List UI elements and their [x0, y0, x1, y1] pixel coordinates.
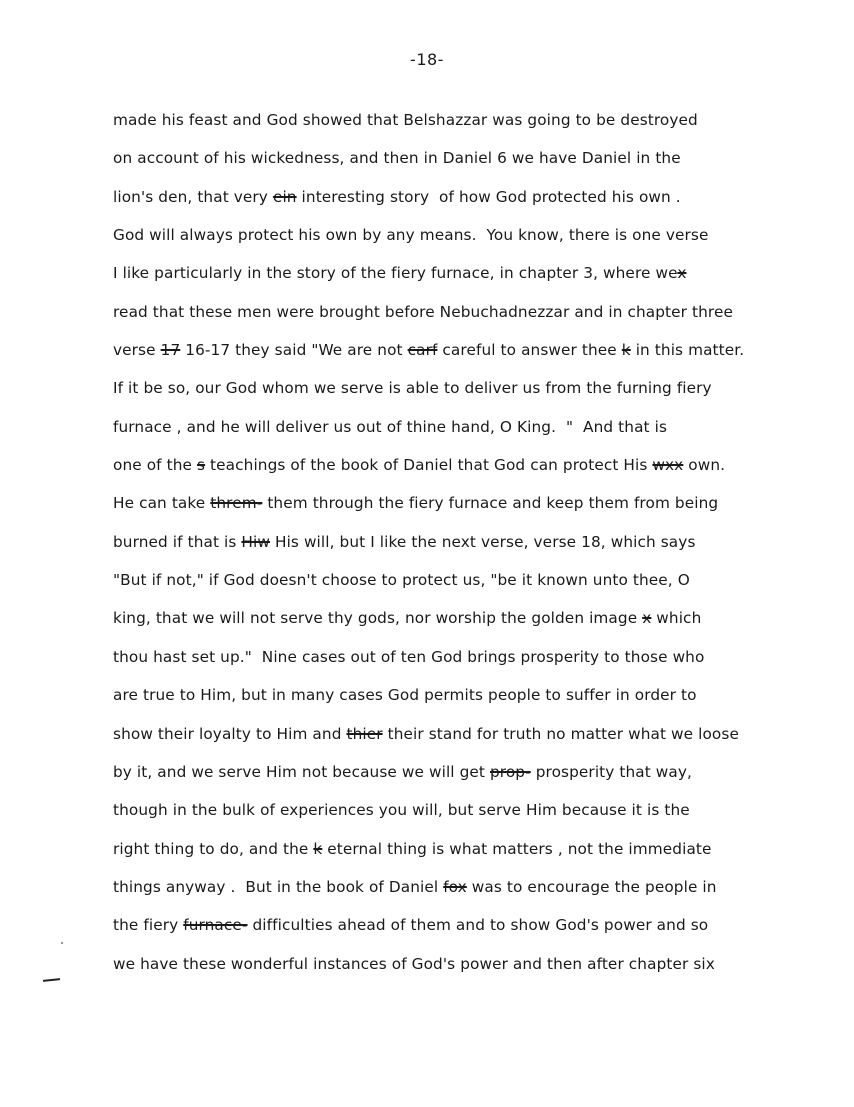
- text-segment: prosperity that way,: [530, 762, 693, 781]
- text-line: [113, 378, 813, 416]
- text-segment: teachings of the book of Daniel that God can protect His: [205, 456, 653, 475]
- text-line: [113, 493, 813, 531]
- text-line: [113, 915, 813, 953]
- text-line: [113, 954, 813, 992]
- text-line: [113, 187, 813, 225]
- text-segment: I like particularly in the story of the fiery furnace, in chapter 3, where we: [113, 264, 678, 283]
- text-line: [113, 263, 813, 301]
- text-line: [113, 685, 813, 723]
- text-segment: show their loyalty to Him and: [113, 724, 347, 743]
- text-line: [113, 724, 813, 762]
- struck-out-text: s: [197, 456, 206, 475]
- text-line: [113, 800, 813, 838]
- margin-speck: [61, 942, 63, 944]
- text-segment: lion's den, that very: [113, 187, 273, 206]
- text-segment: in this matter.: [630, 341, 745, 360]
- body-text: [113, 110, 813, 992]
- struck-out-text: k: [621, 341, 631, 360]
- struck-out-text: k: [313, 839, 323, 858]
- text-segment: "But if not," if God doesn't choose to protect us, "be it known unto thee, O: [113, 571, 690, 590]
- text-line: [113, 455, 813, 493]
- text-segment: verse: [113, 341, 161, 360]
- text-line: [113, 417, 813, 455]
- struck-out-text: furnace-: [183, 916, 248, 935]
- struck-out-text: ein: [272, 187, 297, 206]
- struck-out-text: 17: [160, 341, 181, 360]
- struck-out-text: thier: [346, 724, 383, 743]
- struck-out-text: Hiw: [241, 532, 270, 551]
- text-segment: was to encourage the people in: [466, 877, 717, 896]
- text-line: [113, 877, 813, 915]
- struck-out-text: prop-: [489, 762, 531, 781]
- text-segment: read that these men were brought before Nebuchadnezzar and in chapter three: [113, 302, 733, 321]
- margin-dash-mark: [43, 978, 60, 982]
- text-segment: are true to Him, but in many cases God permits people to suffer in order to: [113, 686, 697, 705]
- text-segment: we have these wonderful instances of God's power and then after chapter six: [113, 954, 715, 973]
- text-segment: careful to answer thee: [437, 341, 622, 360]
- text-line: [113, 110, 813, 148]
- struck-out-text: fox: [443, 877, 467, 896]
- text-segment: though in the bulk of experiences you will, but serve Him because it is the: [113, 801, 690, 820]
- text-segment: furnace , and he will deliver us out of thine hand, O King. " And that is: [113, 417, 668, 436]
- text-segment: the fiery: [113, 916, 184, 935]
- text-line: [113, 839, 813, 877]
- text-segment: one of the: [113, 456, 198, 475]
- text-line: [113, 532, 813, 570]
- text-segment: made his feast and God showed that Belshazzar was going to be destroyed: [113, 111, 698, 129]
- text-segment: thou hast set up." Nine cases out of ten God brings prosperity to those who: [113, 647, 705, 666]
- text-segment: eternal thing is what matters , not the immediate: [322, 839, 712, 858]
- text-segment: their stand for truth no matter what we loose: [382, 724, 739, 743]
- text-line: [113, 647, 813, 685]
- text-segment: right thing to do, and the: [113, 839, 314, 858]
- text-line: [113, 302, 813, 340]
- text-segment: His will, but I like the next verse, verse 18, which says: [270, 532, 696, 551]
- text-segment: burned if that is: [113, 532, 242, 551]
- struck-out-text: threm-: [210, 494, 263, 513]
- struck-out-text: x: [642, 609, 652, 628]
- page-number: -18-: [410, 50, 444, 69]
- text-segment: which: [651, 609, 702, 628]
- text-segment: God will always protect his own by any means. You know, there is one verse: [113, 226, 709, 245]
- text-segment: by it, and we serve Him not because we will get: [113, 762, 490, 781]
- text-segment: on account of his wickedness, and then in Daniel 6 we have Daniel in the: [113, 149, 681, 168]
- text-segment: own.: [683, 456, 726, 475]
- text-segment: He can take: [113, 494, 211, 513]
- text-segment: king, that we will not serve thy gods, nor worship the golden image: [113, 609, 643, 628]
- text-segment: difficulties ahead of them and to show God's power and so: [247, 916, 709, 935]
- struck-out-text: x: [677, 264, 687, 283]
- text-line: [113, 762, 813, 800]
- struck-out-text: carf: [407, 341, 438, 360]
- text-segment: If it be so, our God whom we serve is able to deliver us from the furning fiery: [113, 379, 712, 398]
- text-line: [113, 340, 813, 378]
- text-segment: 16-17 they said "We are not: [180, 341, 408, 360]
- struck-out-text: wxx: [652, 456, 684, 475]
- text-line: [113, 570, 813, 608]
- text-line: [113, 148, 813, 186]
- text-segment: them through the fiery furnace and keep them from being: [262, 494, 719, 513]
- text-segment: interesting story of how God protected his own .: [296, 187, 681, 206]
- text-line: [113, 225, 813, 263]
- text-segment: things anyway . But in the book of Daniel: [113, 877, 444, 896]
- text-line: [113, 608, 813, 646]
